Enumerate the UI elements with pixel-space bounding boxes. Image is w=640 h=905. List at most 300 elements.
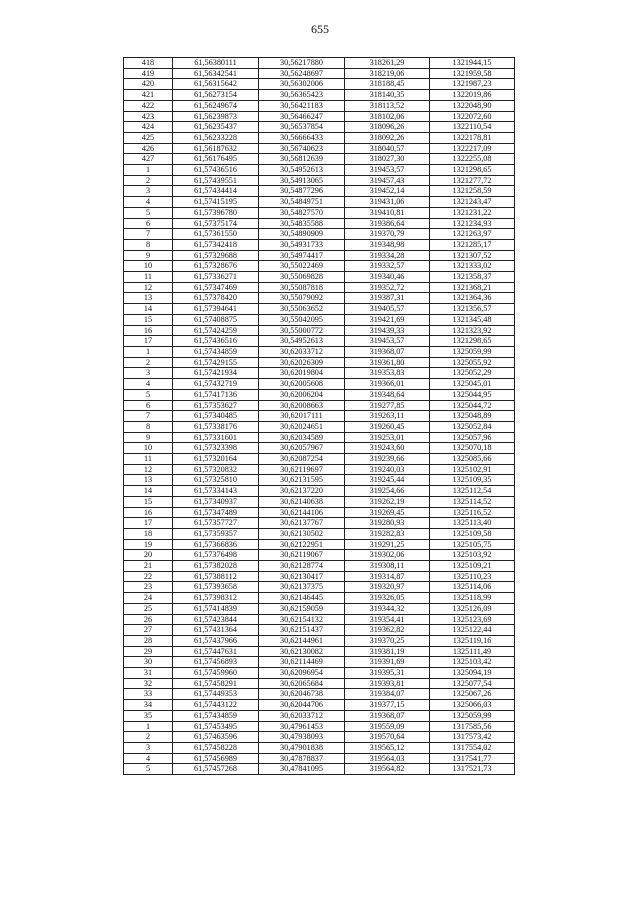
y-coordinate-cell: 1325123,69 [430, 614, 515, 625]
point-number-cell: 24 [124, 593, 173, 604]
point-number-cell: 427 [124, 154, 173, 165]
table-row [124, 411, 515, 422]
longitude-cell: 30,62128774 [259, 561, 345, 572]
y-coordinate-cell: 1321364,36 [430, 293, 515, 304]
longitude-cell: 30,62008663 [259, 400, 345, 411]
table-row [124, 346, 515, 357]
table-row [124, 743, 515, 754]
table-row [124, 646, 515, 657]
point-number-cell: 17 [124, 336, 173, 347]
x-coordinate-cell: 319332,57 [345, 261, 430, 272]
longitude-cell: 30,54877296 [259, 186, 345, 197]
y-coordinate-cell: 1325109,35 [430, 475, 515, 486]
table-row [124, 400, 515, 411]
longitude-cell: 30,62119697 [259, 464, 345, 475]
longitude-cell: 30,62046738 [259, 689, 345, 700]
table-row [124, 678, 515, 689]
y-coordinate-cell: 1321258,59 [430, 186, 515, 197]
latitude-cell: 61,57336271 [173, 272, 259, 283]
x-coordinate-cell: 319239,66 [345, 454, 430, 465]
point-number-cell: 425 [124, 132, 173, 143]
latitude-cell: 61,56176495 [173, 154, 259, 165]
table-row [124, 625, 515, 636]
latitude-cell: 61,56380111 [173, 58, 259, 69]
y-coordinate-cell: 1325119,16 [430, 635, 515, 646]
x-coordinate-cell: 319393,81 [345, 678, 430, 689]
y-coordinate-cell: 1325066,03 [430, 700, 515, 711]
y-coordinate-cell: 1317541,77 [430, 753, 515, 764]
latitude-cell: 61,56315642 [173, 79, 259, 90]
latitude-cell: 61,56235437 [173, 122, 259, 133]
x-coordinate-cell: 319308,11 [345, 561, 430, 572]
point-number-cell: 8 [124, 421, 173, 432]
table-row [124, 443, 515, 454]
point-number-cell: 21 [124, 561, 173, 572]
y-coordinate-cell: 1322072,60 [430, 111, 515, 122]
x-coordinate-cell: 319384,07 [345, 689, 430, 700]
x-coordinate-cell: 319564,03 [345, 753, 430, 764]
table-row [124, 304, 515, 315]
latitude-cell: 61,57434414 [173, 186, 259, 197]
x-coordinate-cell: 319269,45 [345, 507, 430, 518]
x-coordinate-cell: 319334,28 [345, 250, 430, 261]
latitude-cell: 61,57436516 [173, 165, 259, 176]
y-coordinate-cell: 1325113,40 [430, 518, 515, 529]
x-coordinate-cell: 319377,15 [345, 700, 430, 711]
point-number-cell: 35 [124, 710, 173, 721]
longitude-cell: 30,47901838 [259, 743, 345, 754]
y-coordinate-cell: 1321298,65 [430, 165, 515, 176]
point-number-cell: 25 [124, 603, 173, 614]
latitude-cell: 61,57340485 [173, 411, 259, 422]
point-number-cell: 6 [124, 218, 173, 229]
longitude-cell: 30,56812639 [259, 154, 345, 165]
table-row [124, 314, 515, 325]
latitude-cell: 61,57361550 [173, 229, 259, 240]
x-coordinate-cell: 319262,19 [345, 496, 430, 507]
x-coordinate-cell: 319431,06 [345, 197, 430, 208]
x-coordinate-cell: 318102,06 [345, 111, 430, 122]
latitude-cell: 61,57432719 [173, 379, 259, 390]
y-coordinate-cell: 1325105,75 [430, 539, 515, 550]
longitude-cell: 30,56217880 [259, 58, 345, 69]
y-coordinate-cell: 1325077,54 [430, 678, 515, 689]
table-row [124, 432, 515, 443]
x-coordinate-cell: 318261,29 [345, 58, 430, 69]
x-coordinate-cell: 319344,32 [345, 603, 430, 614]
latitude-cell: 61,57414839 [173, 603, 259, 614]
point-number-cell: 10 [124, 261, 173, 272]
point-number-cell: 424 [124, 122, 173, 133]
longitude-cell: 30,62033712 [259, 710, 345, 721]
table-row [124, 154, 515, 165]
point-number-cell: 421 [124, 90, 173, 101]
y-coordinate-cell: 1322255,08 [430, 154, 515, 165]
table-row [124, 475, 515, 486]
y-coordinate-cell: 1325094,19 [430, 668, 515, 679]
point-number-cell: 22 [124, 571, 173, 582]
point-number-cell: 12 [124, 464, 173, 475]
point-number-cell: 30 [124, 657, 173, 668]
point-number-cell: 18 [124, 528, 173, 539]
table-row [124, 336, 515, 347]
point-number-cell: 32 [124, 678, 173, 689]
latitude-cell: 61,57325810 [173, 475, 259, 486]
y-coordinate-cell: 1321277,72 [430, 175, 515, 186]
x-coordinate-cell: 319453,57 [345, 165, 430, 176]
latitude-cell: 61,57453495 [173, 721, 259, 732]
y-coordinate-cell: 1325118,99 [430, 593, 515, 604]
x-coordinate-cell: 319348,98 [345, 239, 430, 250]
latitude-cell: 61,56273154 [173, 90, 259, 101]
table-row [124, 143, 515, 154]
point-number-cell: 12 [124, 282, 173, 293]
y-coordinate-cell: 1325059,99 [430, 710, 515, 721]
x-coordinate-cell: 319352,72 [345, 282, 430, 293]
point-number-cell: 1 [124, 721, 173, 732]
latitude-cell: 61,57415195 [173, 197, 259, 208]
point-number-cell: 33 [124, 689, 173, 700]
point-number-cell: 29 [124, 646, 173, 657]
x-coordinate-cell: 319302,06 [345, 550, 430, 561]
table-row [124, 539, 515, 550]
y-coordinate-cell: 1317521,73 [430, 764, 515, 775]
latitude-cell: 61,57423844 [173, 614, 259, 625]
table-row [124, 218, 515, 229]
point-number-cell: 15 [124, 314, 173, 325]
point-number-cell: 3 [124, 368, 173, 379]
table-row [124, 186, 515, 197]
y-coordinate-cell: 1325045,01 [430, 379, 515, 390]
table-row [124, 668, 515, 679]
x-coordinate-cell: 319452,14 [345, 186, 430, 197]
coordinates-table [123, 57, 515, 775]
table-row [124, 561, 515, 572]
x-coordinate-cell: 319243,60 [345, 443, 430, 454]
point-number-cell: 20 [124, 550, 173, 561]
x-coordinate-cell: 319366,01 [345, 379, 430, 390]
latitude-cell: 61,57347469 [173, 282, 259, 293]
page-number: 655 [311, 22, 329, 36]
y-coordinate-cell: 1325114,52 [430, 496, 515, 507]
latitude-cell: 61,57456989 [173, 753, 259, 764]
latitude-cell: 61,57447631 [173, 646, 259, 657]
longitude-cell: 30,62005608 [259, 379, 345, 390]
point-number-cell: 419 [124, 68, 173, 79]
latitude-cell: 61,56239873 [173, 111, 259, 122]
latitude-cell: 61,57334143 [173, 486, 259, 497]
table-row [124, 68, 515, 79]
longitude-cell: 30,54890909 [259, 229, 345, 240]
x-coordinate-cell: 318113,52 [345, 100, 430, 111]
table-row [124, 454, 515, 465]
latitude-cell: 61,57388112 [173, 571, 259, 582]
longitude-cell: 30,62065684 [259, 678, 345, 689]
y-coordinate-cell: 1325052,84 [430, 421, 515, 432]
latitude-cell: 61,57408875 [173, 314, 259, 325]
y-coordinate-cell: 1322178,81 [430, 132, 515, 143]
point-number-cell: 4 [124, 379, 173, 390]
x-coordinate-cell: 318027,30 [345, 154, 430, 165]
x-coordinate-cell: 319391,69 [345, 657, 430, 668]
point-number-cell: 11 [124, 454, 173, 465]
latitude-cell: 61,57382028 [173, 561, 259, 572]
table-row [124, 261, 515, 272]
x-coordinate-cell: 319559,09 [345, 721, 430, 732]
table-row [124, 79, 515, 90]
point-number-cell: 23 [124, 582, 173, 593]
longitude-cell: 30,62017111 [259, 411, 345, 422]
y-coordinate-cell: 1325102,91 [430, 464, 515, 475]
point-number-cell: 9 [124, 432, 173, 443]
x-coordinate-cell: 319405,57 [345, 304, 430, 315]
longitude-cell: 30,62137375 [259, 582, 345, 593]
table-row [124, 689, 515, 700]
latitude-cell: 61,57449353 [173, 689, 259, 700]
longitude-cell: 30,62114469 [259, 657, 345, 668]
y-coordinate-cell: 1321345,48 [430, 314, 515, 325]
table-row [124, 272, 515, 283]
latitude-cell: 61,57340937 [173, 496, 259, 507]
x-coordinate-cell: 319421,69 [345, 314, 430, 325]
point-number-cell: 5 [124, 389, 173, 400]
y-coordinate-cell: 1321944,15 [430, 58, 515, 69]
longitude-cell: 30,56740623 [259, 143, 345, 154]
latitude-cell: 61,57331601 [173, 432, 259, 443]
longitude-cell: 30,56537854 [259, 122, 345, 133]
longitude-cell: 30,54835588 [259, 218, 345, 229]
y-coordinate-cell: 1325059,99 [430, 346, 515, 357]
y-coordinate-cell: 1325109,21 [430, 561, 515, 572]
y-coordinate-cell: 1325114,06 [430, 582, 515, 593]
latitude-cell: 61,57459960 [173, 668, 259, 679]
point-number-cell: 5 [124, 764, 173, 775]
longitude-cell: 30,62096954 [259, 668, 345, 679]
x-coordinate-cell: 319353,83 [345, 368, 430, 379]
y-coordinate-cell: 1321234,93 [430, 218, 515, 229]
y-coordinate-cell: 1321323,92 [430, 325, 515, 336]
y-coordinate-cell: 1325126,09 [430, 603, 515, 614]
latitude-cell: 61,57439551 [173, 175, 259, 186]
point-number-cell: 16 [124, 325, 173, 336]
table-row [124, 421, 515, 432]
point-number-cell: 10 [124, 443, 173, 454]
y-coordinate-cell: 1322019,86 [430, 90, 515, 101]
longitude-cell: 30,55022469 [259, 261, 345, 272]
x-coordinate-cell: 319280,93 [345, 518, 430, 529]
table-row [124, 700, 515, 711]
latitude-cell: 61,56233228 [173, 132, 259, 143]
latitude-cell: 61,57393658 [173, 582, 259, 593]
coordinates-table-body [124, 58, 515, 775]
y-coordinate-cell: 1325052,29 [430, 368, 515, 379]
latitude-cell: 61,57417136 [173, 389, 259, 400]
x-coordinate-cell: 319361,80 [345, 357, 430, 368]
x-coordinate-cell: 319370,79 [345, 229, 430, 240]
point-number-cell: 16 [124, 507, 173, 518]
point-number-cell: 426 [124, 143, 173, 154]
x-coordinate-cell: 319564,82 [345, 764, 430, 775]
latitude-cell: 61,57437966 [173, 635, 259, 646]
table-row [124, 250, 515, 261]
x-coordinate-cell: 319570,64 [345, 732, 430, 743]
latitude-cell: 61,57424259 [173, 325, 259, 336]
latitude-cell: 61,57320164 [173, 454, 259, 465]
latitude-cell: 61,57463596 [173, 732, 259, 743]
latitude-cell: 61,56342541 [173, 68, 259, 79]
latitude-cell: 61,57456893 [173, 657, 259, 668]
longitude-cell: 30,54952613 [259, 336, 345, 347]
x-coordinate-cell: 319282,83 [345, 528, 430, 539]
point-number-cell: 4 [124, 753, 173, 764]
y-coordinate-cell: 1322048,90 [430, 100, 515, 111]
point-number-cell: 2 [124, 175, 173, 186]
y-coordinate-cell: 1321307,52 [430, 250, 515, 261]
longitude-cell: 30,62146445 [259, 593, 345, 604]
table-row [124, 239, 515, 250]
point-number-cell: 34 [124, 700, 173, 711]
point-number-cell: 27 [124, 625, 173, 636]
longitude-cell: 30,62130502 [259, 528, 345, 539]
latitude-cell: 61,57320832 [173, 464, 259, 475]
longitude-cell: 30,54849751 [259, 197, 345, 208]
table-row [124, 721, 515, 732]
y-coordinate-cell: 1325103,92 [430, 550, 515, 561]
longitude-cell: 30,55087818 [259, 282, 345, 293]
longitude-cell: 30,55069828 [259, 272, 345, 283]
longitude-cell: 30,54974417 [259, 250, 345, 261]
longitude-cell: 30,55042095 [259, 314, 345, 325]
longitude-cell: 30,54931733 [259, 239, 345, 250]
x-coordinate-cell: 319368,07 [345, 346, 430, 357]
latitude-cell: 61,57421934 [173, 368, 259, 379]
table-row [124, 486, 515, 497]
table-row [124, 732, 515, 743]
table-row [124, 528, 515, 539]
latitude-cell: 61,57434859 [173, 346, 259, 357]
point-number-cell: 13 [124, 475, 173, 486]
longitude-cell: 30,62151437 [259, 625, 345, 636]
table-row [124, 197, 515, 208]
latitude-cell: 61,57434859 [173, 710, 259, 721]
y-coordinate-cell: 1325112,54 [430, 486, 515, 497]
y-coordinate-cell: 1325110,23 [430, 571, 515, 582]
y-coordinate-cell: 1325109,58 [430, 528, 515, 539]
y-coordinate-cell: 1325070,18 [430, 443, 515, 454]
latitude-cell: 61,57436516 [173, 336, 259, 347]
table-row [124, 357, 515, 368]
y-coordinate-cell: 1321298,65 [430, 336, 515, 347]
point-number-cell: 17 [124, 518, 173, 529]
latitude-cell: 61,57398312 [173, 593, 259, 604]
y-coordinate-cell: 1322217,09 [430, 143, 515, 154]
x-coordinate-cell: 319457,43 [345, 175, 430, 186]
longitude-cell: 30,54952613 [259, 165, 345, 176]
latitude-cell: 61,57329688 [173, 250, 259, 261]
y-coordinate-cell: 1321263,97 [430, 229, 515, 240]
point-number-cell: 1 [124, 165, 173, 176]
x-coordinate-cell: 319362,82 [345, 625, 430, 636]
point-number-cell: 8 [124, 239, 173, 250]
longitude-cell: 30,62119067 [259, 550, 345, 561]
x-coordinate-cell: 319260,45 [345, 421, 430, 432]
longitude-cell: 30,62144961 [259, 635, 345, 646]
y-coordinate-cell: 1317554,02 [430, 743, 515, 754]
point-number-cell: 15 [124, 496, 173, 507]
longitude-cell: 30,47961453 [259, 721, 345, 732]
y-coordinate-cell: 1321285,17 [430, 239, 515, 250]
longitude-cell: 30,62137220 [259, 486, 345, 497]
table-row [124, 379, 515, 390]
table-row [124, 368, 515, 379]
x-coordinate-cell: 319370,25 [345, 635, 430, 646]
x-coordinate-cell: 319320,97 [345, 582, 430, 593]
point-number-cell: 26 [124, 614, 173, 625]
table-row [124, 507, 515, 518]
table-row [124, 175, 515, 186]
longitude-cell: 30,62087254 [259, 454, 345, 465]
x-coordinate-cell: 319245,44 [345, 475, 430, 486]
table-row [124, 614, 515, 625]
y-coordinate-cell: 1325057,96 [430, 432, 515, 443]
table-row [124, 764, 515, 775]
longitude-cell: 30,47841095 [259, 764, 345, 775]
latitude-cell: 61,57394641 [173, 304, 259, 315]
table-row [124, 464, 515, 475]
longitude-cell: 30,56365423 [259, 90, 345, 101]
longitude-cell: 30,56302006 [259, 79, 345, 90]
latitude-cell: 61,57429155 [173, 357, 259, 368]
table-row [124, 657, 515, 668]
x-coordinate-cell: 318188,45 [345, 79, 430, 90]
point-number-cell: 6 [124, 400, 173, 411]
y-coordinate-cell: 1321333,02 [430, 261, 515, 272]
table-row [124, 293, 515, 304]
point-number-cell: 14 [124, 486, 173, 497]
longitude-cell: 30,56466247 [259, 111, 345, 122]
table-row [124, 229, 515, 240]
longitude-cell: 30,47878837 [259, 753, 345, 764]
latitude-cell: 61,57458291 [173, 678, 259, 689]
longitude-cell: 30,62137767 [259, 518, 345, 529]
latitude-cell: 61,57458228 [173, 743, 259, 754]
latitude-cell: 61,57396780 [173, 207, 259, 218]
point-number-cell: 2 [124, 357, 173, 368]
x-coordinate-cell: 319439,33 [345, 325, 430, 336]
longitude-cell: 30,55079092 [259, 293, 345, 304]
x-coordinate-cell: 318096,26 [345, 122, 430, 133]
x-coordinate-cell: 318140,35 [345, 90, 430, 101]
longitude-cell: 30,47938093 [259, 732, 345, 743]
x-coordinate-cell: 318092,26 [345, 132, 430, 143]
point-number-cell: 4 [124, 197, 173, 208]
longitude-cell: 30,62130417 [259, 571, 345, 582]
latitude-cell: 61,57378420 [173, 293, 259, 304]
point-number-cell: 31 [124, 668, 173, 679]
point-number-cell: 28 [124, 635, 173, 646]
longitude-cell: 30,62130082 [259, 646, 345, 657]
longitude-cell: 30,56248697 [259, 68, 345, 79]
y-coordinate-cell: 1325044,95 [430, 389, 515, 400]
y-coordinate-cell: 1325116,52 [430, 507, 515, 518]
table-row [124, 550, 515, 561]
y-coordinate-cell: 1325048,89 [430, 411, 515, 422]
longitude-cell: 30,54827570 [259, 207, 345, 218]
x-coordinate-cell: 319240,03 [345, 464, 430, 475]
point-number-cell: 3 [124, 186, 173, 197]
longitude-cell: 30,55063652 [259, 304, 345, 315]
longitude-cell: 30,56421183 [259, 100, 345, 111]
